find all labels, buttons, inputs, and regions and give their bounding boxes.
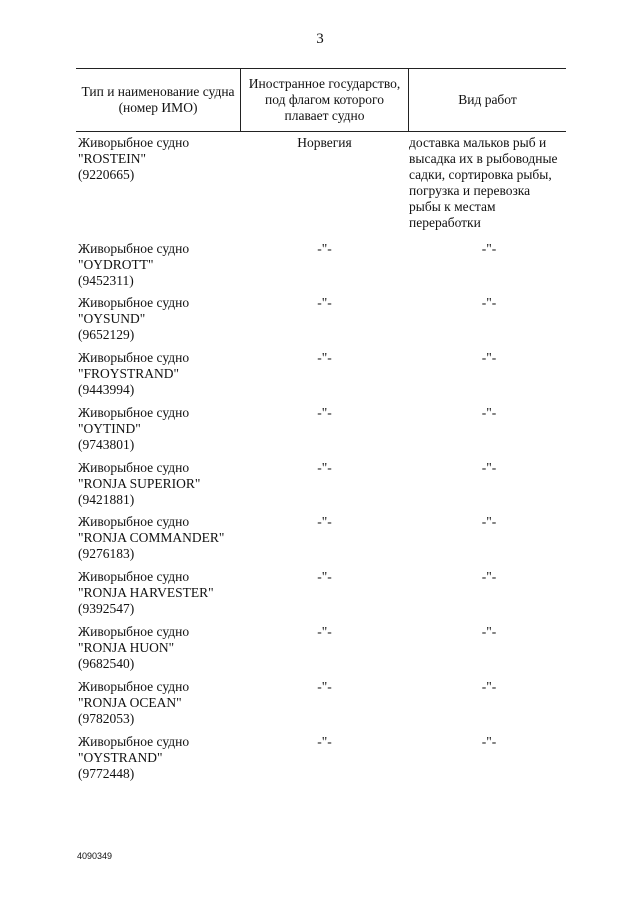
work-cell: -"- <box>481 734 497 749</box>
document-code: 4090349 <box>77 851 113 861</box>
vessel-cell: Живорыбное судно "OYSTRAND" (9772448) <box>78 734 190 781</box>
flag-cell: -"- <box>317 569 332 584</box>
flag-cell: Норвегия <box>297 135 352 150</box>
vessel-cell: Живорыбное судно "FROYSTRAND" (9443994) <box>78 350 190 397</box>
table-row <box>76 620 566 675</box>
flag-cell: -"- <box>317 679 332 694</box>
table-row <box>76 565 566 620</box>
vessel-cell: Живорыбное судно "RONJA COMMANDER" (9276183) <box>78 514 225 561</box>
work-cell: -"- <box>481 624 497 639</box>
flag-cell: -"- <box>317 624 332 639</box>
table-row <box>76 401 566 456</box>
vessel-cell: Живорыбное судно "RONJA HARVESTER" (9392547) <box>78 569 214 616</box>
vessel-cell: Живорыбное судно "RONJA HUON" (9682540) <box>78 624 190 671</box>
page-number: 3 <box>316 31 324 47</box>
work-cell: -"- <box>481 295 497 310</box>
vessel-cell: Живорыбное судно "OYSUND" (9652129) <box>78 295 190 342</box>
table-row <box>76 675 566 730</box>
work-cell: -"- <box>481 514 497 529</box>
table-row <box>76 456 566 510</box>
vessel-cell: Живорыбное судно "ROSTEIN" (9220665) <box>78 135 190 182</box>
work-cell: -"- <box>481 460 497 475</box>
vessel-cell: Живорыбное судно "RONJA SUPERIOR" (9421881) <box>78 460 201 507</box>
table-header <box>76 68 566 132</box>
vessel-cell: Живорыбное судно "OYDROTT" (9452311) <box>78 241 190 288</box>
header-flag-state: Иностранное государство, под флагом которого плавает судно <box>241 69 409 131</box>
table-row <box>76 291 566 346</box>
vessel-table <box>76 68 566 785</box>
header-vessel-type: Тип и наименование судна (номер ИМО) <box>76 69 241 131</box>
table-row <box>76 510 566 565</box>
work-cell: -"- <box>481 569 497 584</box>
flag-cell: -"- <box>317 514 332 529</box>
header-work-type: Вид работ <box>458 92 517 107</box>
flag-cell: -"- <box>317 350 332 365</box>
work-cell: -"- <box>481 405 497 420</box>
work-cell: -"- <box>481 241 497 256</box>
flag-cell: -"- <box>317 295 332 310</box>
flag-cell: -"- <box>317 734 332 749</box>
flag-cell: -"- <box>317 241 332 256</box>
table-body <box>76 132 566 785</box>
work-cell: -"- <box>481 679 497 694</box>
vessel-cell: Живорыбное судно "RONJA OCEAN" (9782053) <box>78 679 190 726</box>
work-cell: доставка мальков рыб и высадка их в рыбоводные садки, сортировка рыбы, погрузка и перевозка рыбы к местам переработки <box>409 135 558 230</box>
table-row <box>76 236 566 291</box>
table-row <box>76 346 566 401</box>
work-cell: -"- <box>481 350 497 365</box>
flag-cell: -"- <box>317 460 332 475</box>
flag-cell: -"- <box>317 405 332 420</box>
table-row <box>76 730 566 785</box>
vessel-cell: Живорыбное судно "OYTIND" (9743801) <box>78 405 190 452</box>
table-row <box>76 132 566 236</box>
